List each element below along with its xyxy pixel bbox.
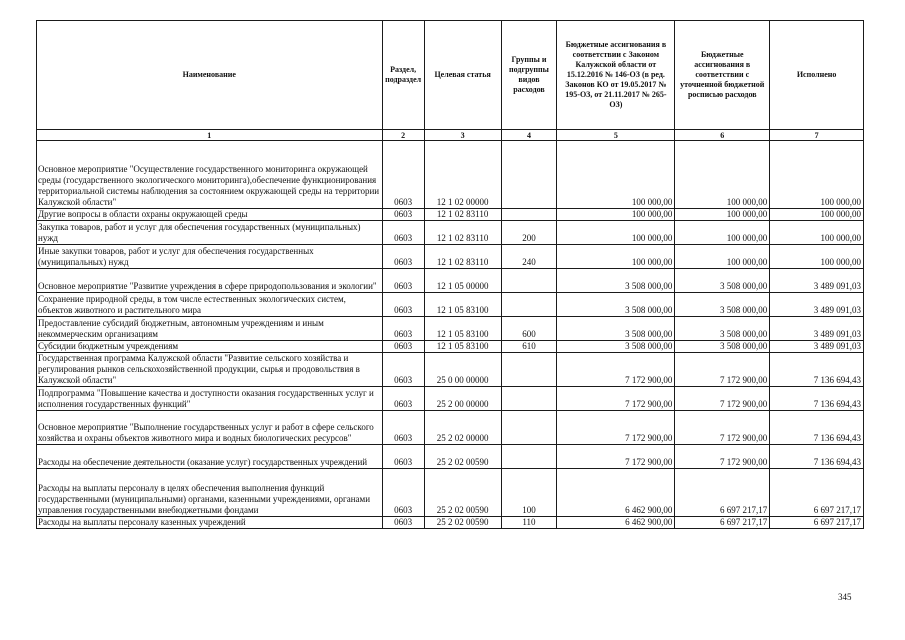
row-approved-cell: 100 000,00 — [557, 209, 675, 221]
row-group-cell: 100 — [501, 469, 557, 517]
row-group-cell: 110 — [501, 517, 557, 529]
row-group-cell — [501, 353, 557, 387]
row-approved-cell: 6 462 900,00 — [557, 469, 675, 517]
row-executed-cell: 3 489 091,03 — [770, 269, 864, 293]
row-name-cell: Основное мероприятие "Выполнение государственных услуг и работ в сфере сельского хозяйства и охраны объектов животного мира и водных биологических ресурсов" — [37, 411, 383, 445]
row-executed-cell: 7 136 694,43 — [770, 353, 864, 387]
row-executed-cell: 100 000,00 — [770, 221, 864, 245]
table-row — [37, 269, 864, 293]
row-name-cell: Расходы на обеспечение деятельности (оказание услуг) государственных учреждений — [37, 445, 383, 469]
column-number-row — [37, 130, 864, 141]
row-name-cell: Субсидии бюджетным учреждениям — [37, 341, 383, 353]
row-refined-cell: 7 172 900,00 — [675, 445, 770, 469]
row-section-cell: 0603 — [382, 469, 424, 517]
row-section-cell: 0603 — [382, 445, 424, 469]
column-number: 5 — [557, 130, 675, 141]
row-target-cell: 25 2 02 00000 — [424, 411, 501, 445]
row-section-cell: 0603 — [382, 209, 424, 221]
header-approved: Бюджетные ассигнования в соответствии с Законом Калужской области от 15.12.2016 № 146-ОЗ (в ред. Законов КО от 19.05.2017 № 195-ОЗ, от 21.11.2017 № 265-ОЗ) — [557, 21, 675, 130]
row-target-cell: 25 0 00 00000 — [424, 353, 501, 387]
row-target-cell: 12 1 02 00000 — [424, 141, 501, 209]
row-section-cell: 0603 — [382, 411, 424, 445]
row-refined-cell: 6 697 217,17 — [675, 469, 770, 517]
row-executed-cell: 7 136 694,43 — [770, 445, 864, 469]
row-approved-cell: 3 508 000,00 — [557, 341, 675, 353]
row-executed-cell: 3 489 091,03 — [770, 293, 864, 317]
row-executed-cell: 100 000,00 — [770, 141, 864, 209]
page-number: 345 — [838, 592, 852, 602]
row-approved-cell: 7 172 900,00 — [557, 445, 675, 469]
row-refined-cell: 3 508 000,00 — [675, 341, 770, 353]
row-executed-cell: 100 000,00 — [770, 245, 864, 269]
budget-table — [36, 20, 864, 529]
row-group-cell — [501, 141, 557, 209]
row-refined-cell: 100 000,00 — [675, 221, 770, 245]
row-target-cell: 12 1 05 83100 — [424, 293, 501, 317]
header-name: Наименование — [37, 21, 383, 130]
row-section-cell: 0603 — [382, 141, 424, 209]
row-refined-cell: 100 000,00 — [675, 141, 770, 209]
row-target-cell: 25 2 00 00000 — [424, 387, 501, 411]
row-section-cell: 0603 — [382, 245, 424, 269]
row-approved-cell: 100 000,00 — [557, 141, 675, 209]
row-target-cell: 12 1 02 83110 — [424, 221, 501, 245]
row-executed-cell: 100 000,00 — [770, 209, 864, 221]
header-executed: Исполнено — [770, 21, 864, 130]
row-target-cell: 25 2 02 00590 — [424, 517, 501, 529]
table-row — [37, 469, 864, 517]
row-group-cell: 610 — [501, 341, 557, 353]
table-row — [37, 387, 864, 411]
table-body — [37, 141, 864, 529]
row-approved-cell: 7 172 900,00 — [557, 353, 675, 387]
row-executed-cell: 7 136 694,43 — [770, 411, 864, 445]
row-approved-cell: 100 000,00 — [557, 221, 675, 245]
table-row — [37, 411, 864, 445]
row-approved-cell: 3 508 000,00 — [557, 269, 675, 293]
table-row — [37, 245, 864, 269]
row-approved-cell: 100 000,00 — [557, 245, 675, 269]
row-approved-cell: 7 172 900,00 — [557, 411, 675, 445]
row-group-cell — [501, 293, 557, 317]
row-section-cell: 0603 — [382, 353, 424, 387]
row-name-cell: Другие вопросы в области охраны окружающей среды — [37, 209, 383, 221]
row-approved-cell: 6 462 900,00 — [557, 517, 675, 529]
row-target-cell: 12 1 02 83110 — [424, 245, 501, 269]
table-row — [37, 209, 864, 221]
row-target-cell: 25 2 02 00590 — [424, 445, 501, 469]
row-refined-cell: 3 508 000,00 — [675, 317, 770, 341]
row-target-cell: 12 1 05 00000 — [424, 269, 501, 293]
row-section-cell: 0603 — [382, 341, 424, 353]
header-refined: Бюджетные ассигнования в соответствии с уточненной бюджетной росписью расходов — [675, 21, 770, 130]
row-name-cell: Иные закупки товаров, работ и услуг для обеспечения государственных (муниципальных) нужд — [37, 245, 383, 269]
row-name-cell: Подпрограмма "Повышение качества и доступности оказания государственных услуг и исполнения государственных функций" — [37, 387, 383, 411]
row-executed-cell: 3 489 091,03 — [770, 341, 864, 353]
row-name-cell: Сохранение природной среды, в том числе естественных экологических систем, объектов животного и растительного мира — [37, 293, 383, 317]
row-approved-cell: 3 508 000,00 — [557, 317, 675, 341]
row-group-cell — [501, 445, 557, 469]
row-group-cell: 200 — [501, 221, 557, 245]
row-executed-cell: 7 136 694,43 — [770, 387, 864, 411]
row-name-cell: Основное мероприятие "Развитие учреждения в сфере природопользования и экологии" — [37, 269, 383, 293]
row-group-cell: 600 — [501, 317, 557, 341]
row-refined-cell: 3 508 000,00 — [675, 293, 770, 317]
row-refined-cell: 100 000,00 — [675, 245, 770, 269]
column-number: 4 — [501, 130, 557, 141]
row-refined-cell: 100 000,00 — [675, 209, 770, 221]
row-refined-cell: 7 172 900,00 — [675, 411, 770, 445]
row-refined-cell: 6 697 217,17 — [675, 517, 770, 529]
table-row — [37, 341, 864, 353]
row-section-cell: 0603 — [382, 269, 424, 293]
row-section-cell: 0603 — [382, 317, 424, 341]
table-row — [37, 517, 864, 529]
row-executed-cell: 6 697 217,17 — [770, 469, 864, 517]
column-number: 6 — [675, 130, 770, 141]
row-approved-cell: 3 508 000,00 — [557, 293, 675, 317]
row-executed-cell: 6 697 217,17 — [770, 517, 864, 529]
row-refined-cell: 7 172 900,00 — [675, 387, 770, 411]
row-section-cell: 0603 — [382, 221, 424, 245]
column-number: 7 — [770, 130, 864, 141]
row-name-cell: Расходы на выплаты персоналу в целях обеспечения выполнения функций государственными (муниципальными) органами, казенными учреждениями, органами управления государственными внебюджетными фондами — [37, 469, 383, 517]
column-number: 3 — [424, 130, 501, 141]
row-group-cell — [501, 269, 557, 293]
column-number: 2 — [382, 130, 424, 141]
row-refined-cell: 7 172 900,00 — [675, 353, 770, 387]
row-group-cell — [501, 209, 557, 221]
row-target-cell: 25 2 02 00590 — [424, 469, 501, 517]
row-group-cell — [501, 411, 557, 445]
row-target-cell: 12 1 05 83100 — [424, 317, 501, 341]
row-name-cell: Расходы на выплаты персоналу казенных учреждений — [37, 517, 383, 529]
table-row — [37, 353, 864, 387]
table-row — [37, 293, 864, 317]
row-name-cell: Закупка товаров, работ и услуг для обеспечения государственных (муниципальных) нужд — [37, 221, 383, 245]
table-row — [37, 317, 864, 341]
row-section-cell: 0603 — [382, 517, 424, 529]
row-section-cell: 0603 — [382, 387, 424, 411]
row-target-cell: 12 1 05 83100 — [424, 341, 501, 353]
row-refined-cell: 3 508 000,00 — [675, 269, 770, 293]
header-row — [37, 21, 864, 130]
row-name-cell: Предоставление субсидий бюджетным, автономным учреждениям и иным некоммерческим организациям — [37, 317, 383, 341]
header-section: Раздел, подраздел — [382, 21, 424, 130]
row-group-cell — [501, 387, 557, 411]
row-section-cell: 0603 — [382, 293, 424, 317]
row-name-cell: Основное мероприятие "Осуществление государственного мониторинга окружающей среды (государственного экологического мониторинга),обеспечение функционирования территориальной системы наблюдения за состоянием окружающей среды на территории Калужской области" — [37, 141, 383, 209]
row-approved-cell: 7 172 900,00 — [557, 387, 675, 411]
column-number: 1 — [37, 130, 383, 141]
row-target-cell: 12 1 02 83110 — [424, 209, 501, 221]
table-row — [37, 445, 864, 469]
row-name-cell: Государственная программа Калужской области "Развитие сельского хозяйства и регулирования рынков сельскохозяйственной продукции, сырья и продовольствия в Калужской области" — [37, 353, 383, 387]
row-group-cell: 240 — [501, 245, 557, 269]
table-row — [37, 141, 864, 209]
row-executed-cell: 3 489 091,03 — [770, 317, 864, 341]
table-row — [37, 221, 864, 245]
header-groups: Группы и подгруппы видов расходов — [501, 21, 557, 130]
header-target: Целевая статья — [424, 21, 501, 130]
